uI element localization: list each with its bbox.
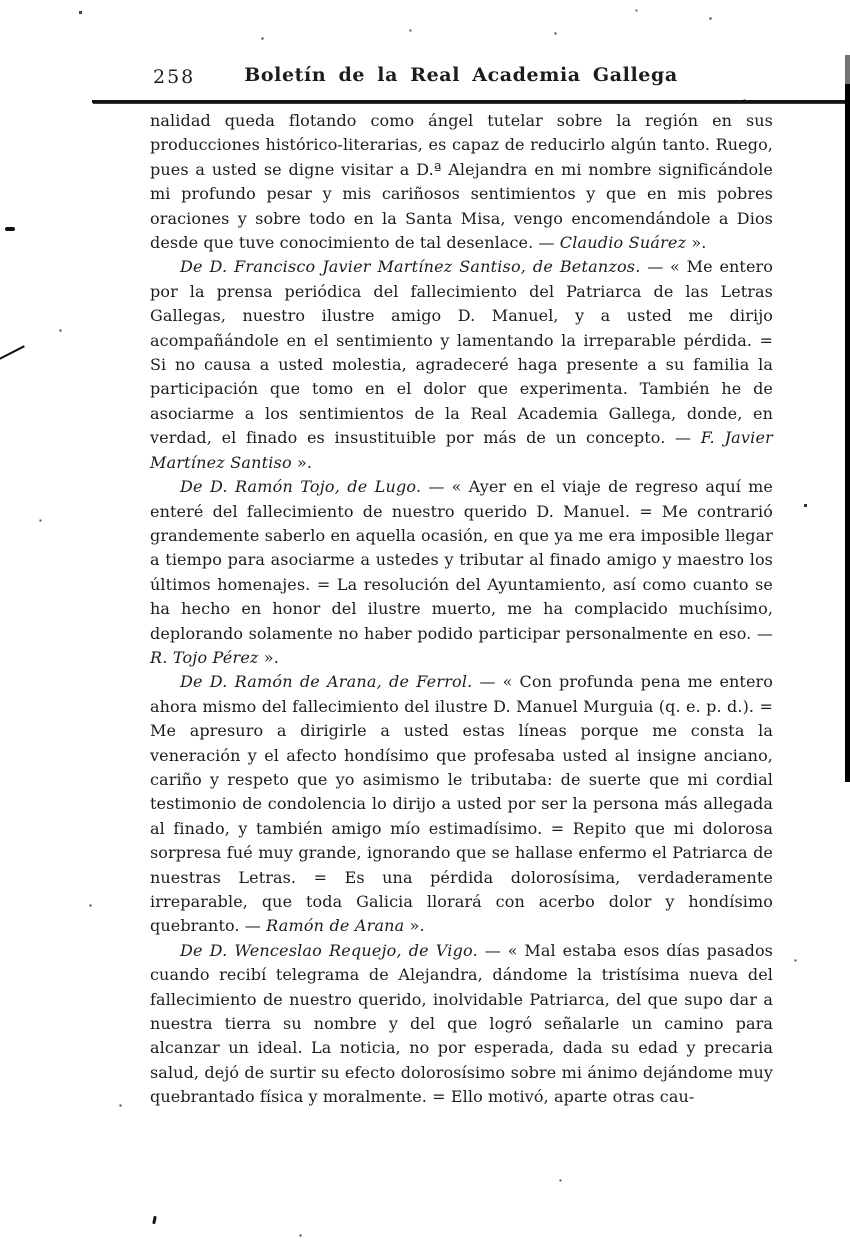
paragraph (150, 670, 773, 938)
letter-text: nalidad queda flotando como ángel tutelar sobre la región en sus producciones histórico-literarias, es capaz de reducirlo algún tanto. Ruego, pues a usted se digne visitar a D.ª Alejandra en mi nombre significándole mi profundo pesar y mis cariñosos sentimientos y que en mis pobres oraciones y sobre todo en la Santa Misa, vengo encomendándole a Dios desde que tuve conocimiento de tal desenlace. — (150, 111, 773, 253)
scan-noise-speckles (0, 0, 1, 1)
paragraph (150, 939, 773, 1110)
letter-name-italic: F. Javier Martínez Santiso (150, 428, 773, 472)
scan-artifact-dash (5, 227, 15, 231)
letter-text: ». (258, 647, 279, 667)
paragraph (150, 109, 773, 255)
letter-text: — « Con profunda pena me entero ahora mismo del fallecimiento del ilustre D. Manuel Murguia (q. e. p. d.). = Me apresuro a dirigirle a usted estas líneas porque me consta la veneración y el afecto hondísimo que profesaba usted al insigne anciano, cariño y respeto que yo asimismo le tributaba: de suerte que mi cordial testimonio de condolencia lo dirijo a usted por ser la persona más allegada al finado, y también amigo mío estimadísimo. = Repito que mi dolorosa sorpresa fué muy grande, ignorando que se hallase enfermo el Patriarca de nuestras Letras. = Es una pérdida dolorosísima, verdaderamente irreparable, que toda Galicia llorará con acerbo dolor y hondísimo quebranto. — (150, 672, 773, 936)
letter-text: ». (404, 916, 425, 936)
scan-artifact-pen-stroke (0, 345, 25, 360)
letter-name-italic: Claudio Suárez (559, 233, 687, 253)
letter-text: — « Mal estaba esos días pasados cuando recibí telegrama de Alejandra, dándome la tristísima nueva del fallecimiento de nuestro querido, inolvidable Patriarca, del que supo dar a nuestra tierra su nombre y del que logró señalarle un camino para alcanzar un ideal. La noticia, no por esperada, dada su edad y precaria salud, dejó de surtir su efecto dolorosísimo sobre mi ánimo dejándome muy quebrantado física y moralmente. = Ello motivó, aparte otras cau- (150, 940, 773, 1107)
letter-name-italic: De D. Wenceslao Requejo, de Vigo. (180, 940, 478, 960)
body-text (150, 109, 773, 1110)
letter-text: ». (291, 452, 313, 472)
letter-name-italic: De D. Ramón de Arana, de Ferrol. (180, 672, 473, 692)
paragraph (150, 255, 773, 475)
scan-artifact-vertical-bar (845, 55, 850, 782)
paragraph (150, 475, 773, 670)
letter-name-italic: Ramón de Arana (266, 916, 405, 936)
letter-text: ». (686, 233, 707, 253)
scan-artifact-tick (152, 1216, 157, 1224)
letter-name-italic: R. Tojo Pérez (150, 647, 259, 667)
letter-text: — « Ayer en el viaje de regreso aquí me enteré del fallecimiento de nuestro querido D. Manuel. = Me contrarió grandemente saberlo en aquella ocasión, en que ya me era imposible llegar a tiempo para asociarme a ustedes y tributar al finado amigo y maestro los últimos homenajes. = La resolución del Ayuntamiento, así como cuanto se ha hecho en honor del ilustre muerto, me ha complacido muchísimo, deplorando solamente no haber podido participar personalmente en eso. — (150, 477, 773, 643)
letter-name-italic: De D. Francisco Javier Martínez Santiso, de Betanzos. (180, 257, 641, 277)
letter-text: — « Me entero por la prensa periódica del fallecimiento del Patriarca de las Letras Gallegas, nuestro ilustre amigo D. Manuel, y a usted me dirijo acompañándole en el sentimiento y lamentando la irreparable pérdida. = Si no causa a usted molestia, agradeceré haga presente a su familia la participación que tomo en el dolor que experimenta. También he de asociarme a los sentimientos de la Real Academia Gallega, donde, en verdad, el finado es insustituible por más de un concepto. — (150, 257, 773, 448)
page-number: 258 (153, 66, 196, 88)
page-header-title: Boletín de la Real Academia Gallega (244, 64, 678, 86)
letter-name-italic: De D. Ramón Tojo, de Lugo. (180, 477, 422, 497)
header-rule (92, 100, 850, 103)
